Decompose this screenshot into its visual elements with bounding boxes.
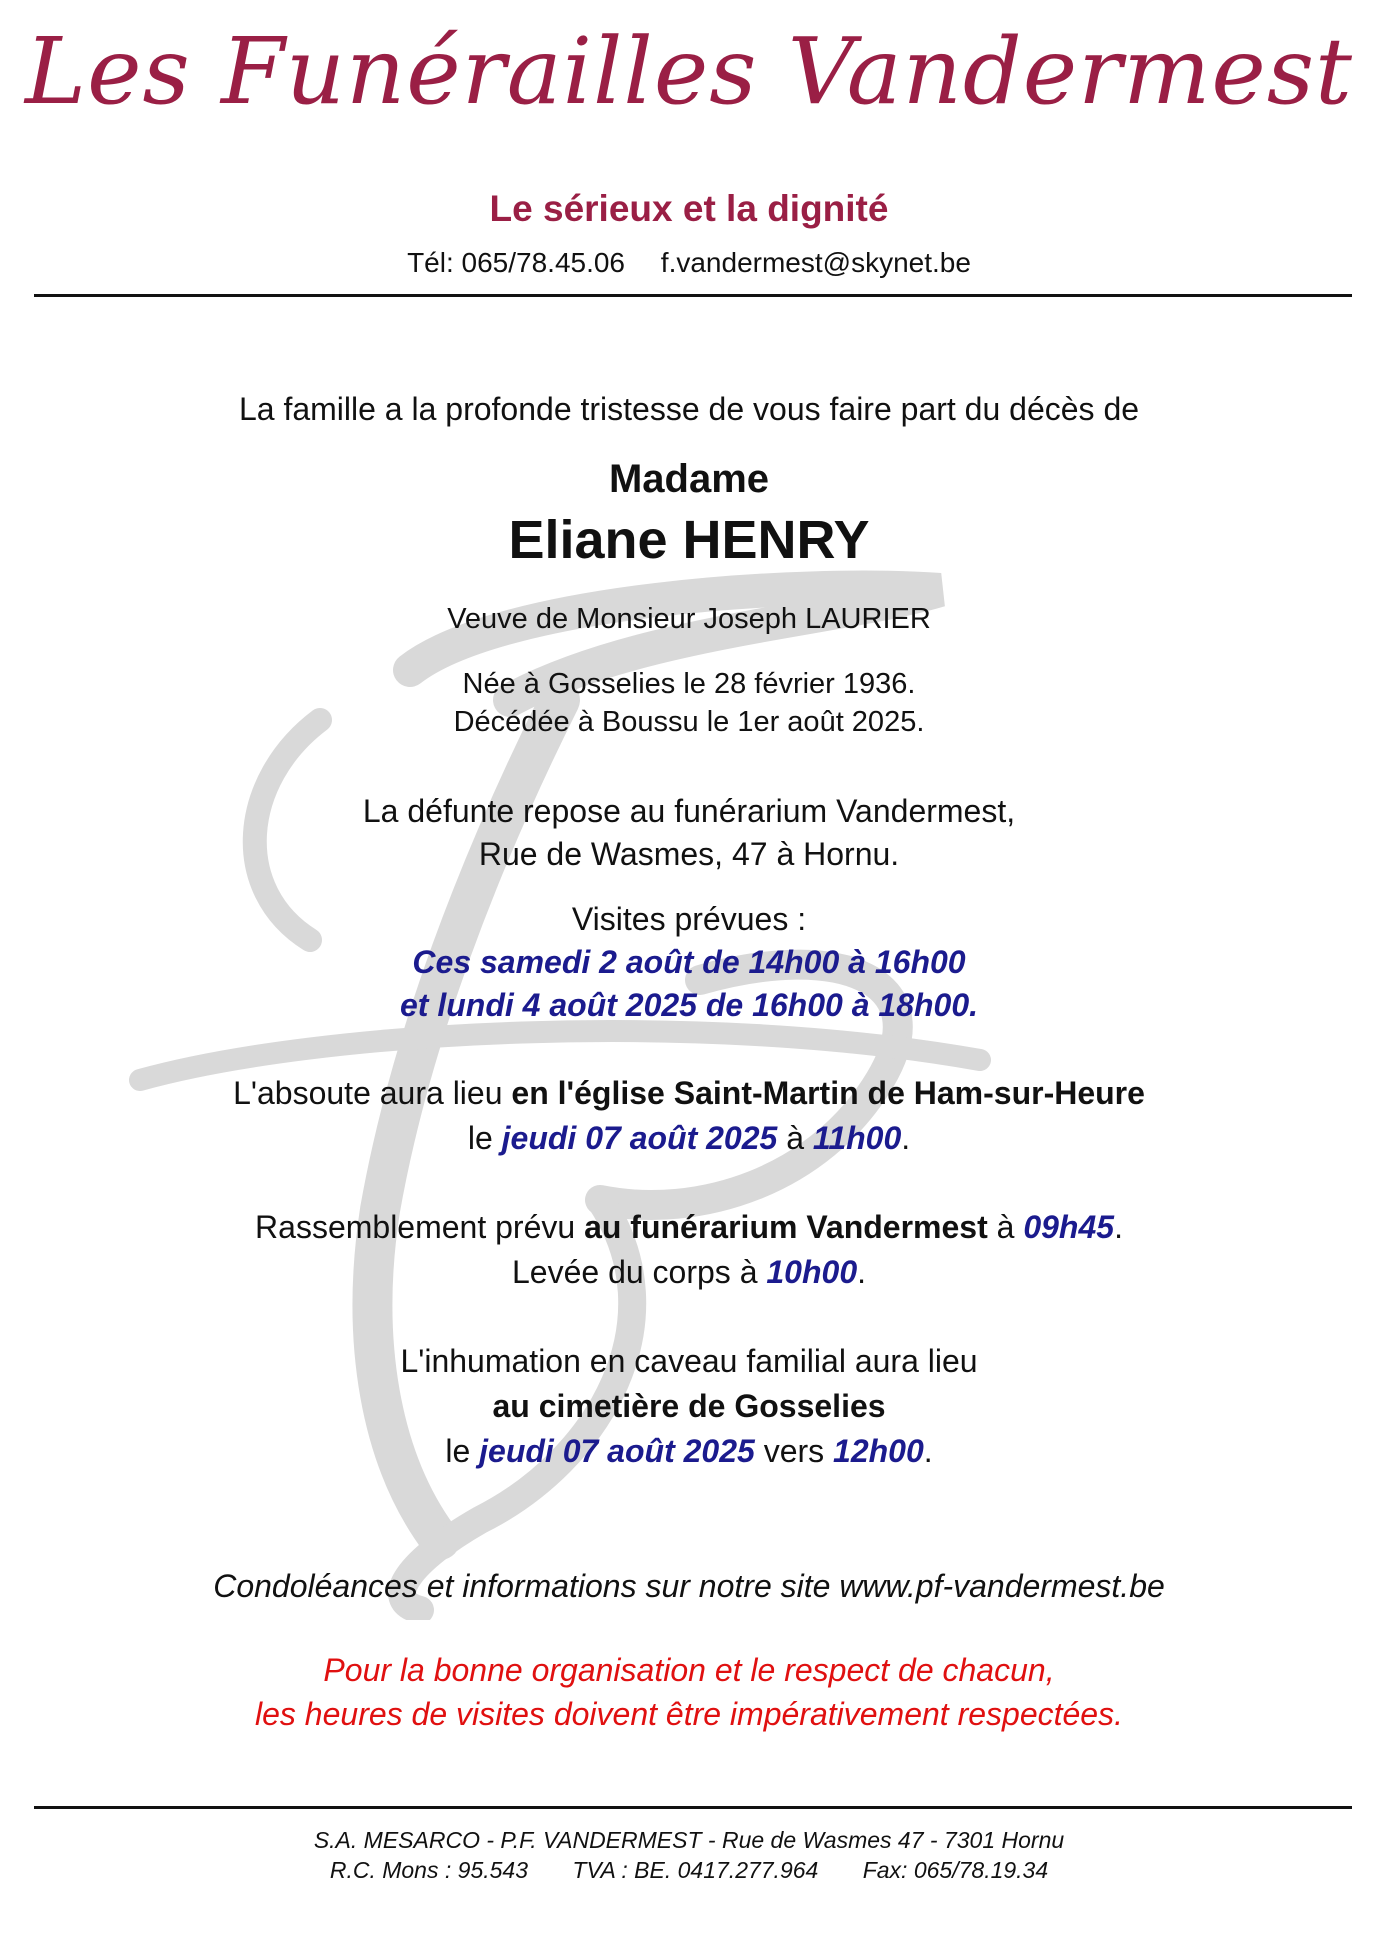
burial-time: 12h00 — [833, 1433, 924, 1469]
absoute-prefix: L'absoute aura lieu — [233, 1075, 512, 1111]
repose-info — [0, 790, 1378, 876]
absoute-le: le — [467, 1120, 502, 1156]
condolences-text: Condoléances et informations sur notre site www.pf-vandermest.be — [213, 1568, 1165, 1604]
levee-time: 10h00 — [766, 1254, 858, 1290]
burial-end: . — [923, 1433, 933, 1469]
levee-prefix: Levée du corps à — [511, 1254, 767, 1290]
gathering-prefix: Rassemblement prévu — [255, 1209, 585, 1245]
burial-le: le — [445, 1433, 480, 1469]
levee-end: . — [857, 1254, 866, 1290]
repose-line-1: La défunte repose au funérarium Vandermest, — [362, 793, 1016, 829]
warning-line-2: les heures de visites doivent être impérativement respectées. — [255, 1696, 1123, 1732]
footer-fax: Fax: 065/78.19.34 — [862, 1857, 1049, 1883]
visits-label: Visites prévues : — [571, 901, 807, 937]
gathering-a: à — [987, 1209, 1024, 1245]
absoute-time: 11h00 — [812, 1120, 902, 1156]
visits-line-1: Ces samedi 2 août de 14h00 à 16h00 — [412, 944, 966, 980]
gathering-place: au funérarium Vandermest — [584, 1209, 988, 1245]
footer-address: S.A. MESARCO - P.F. VANDERMEST - Rue de Wasmes 47 - 7301 Hornu — [313, 1827, 1065, 1853]
absoute-place: en l'église Saint-Martin de Ham-sur-Heure — [511, 1075, 1145, 1111]
phone-number: Tél: 065/78.45.06 — [407, 247, 626, 278]
contact-line — [0, 247, 1378, 279]
burial-vers: vers — [754, 1433, 834, 1469]
deceased-name: Eliane HENRY — [508, 510, 870, 570]
visits-info — [0, 898, 1378, 1027]
visits-warning — [0, 1648, 1378, 1736]
deceased-title: Madame — [608, 457, 770, 501]
absoute-end: . — [901, 1120, 911, 1156]
header-divider — [34, 294, 1352, 297]
email-address: f.vandermest@skynet.be — [660, 247, 971, 278]
widow-of: Veuve de Monsieur Joseph LAURIER — [447, 603, 931, 635]
gathering-info — [0, 1205, 1378, 1295]
burial-line-1: L'inhumation en caveau familial aura lieu — [400, 1343, 978, 1379]
absoute-date: jeudi 07 août 2025 — [501, 1120, 778, 1156]
absoute-info — [0, 1071, 1378, 1161]
death-line: Décédée à Boussu le 1er août 2025. — [453, 706, 925, 738]
tagline: Le sérieux et la dignité — [489, 188, 889, 229]
company-footer — [0, 1825, 1378, 1885]
warning-line-1: Pour la bonne organisation et le respect de chacun, — [323, 1652, 1055, 1688]
burial-place: au cimetière de Gosselies — [492, 1388, 886, 1424]
footer-rc: R.C. Mons : 95.543 — [329, 1857, 528, 1883]
birth-line: Née à Gosselies le 28 février 1936. — [462, 668, 916, 700]
birth-death-info — [0, 665, 1378, 741]
burial-date: jeudi 07 août 2025 — [479, 1433, 755, 1469]
repose-line-2: Rue de Wasmes, 47 à Hornu. — [478, 836, 900, 872]
footer-tva: TVA : BE. 0417.277.964 — [572, 1857, 819, 1883]
footer-divider — [34, 1806, 1352, 1809]
absoute-a: à — [777, 1120, 813, 1156]
gathering-time: 09h45 — [1023, 1209, 1115, 1245]
visits-line-2: et lundi 4 août 2025 de 16h00 à 18h00. — [399, 987, 979, 1023]
gathering-end: . — [1114, 1209, 1123, 1245]
brand-title: Les Funérailles Vandermest — [24, 18, 1354, 125]
intro-text: La famille a la profonde tristesse de vous faire part du décès de — [238, 391, 1140, 427]
burial-info — [0, 1339, 1378, 1474]
